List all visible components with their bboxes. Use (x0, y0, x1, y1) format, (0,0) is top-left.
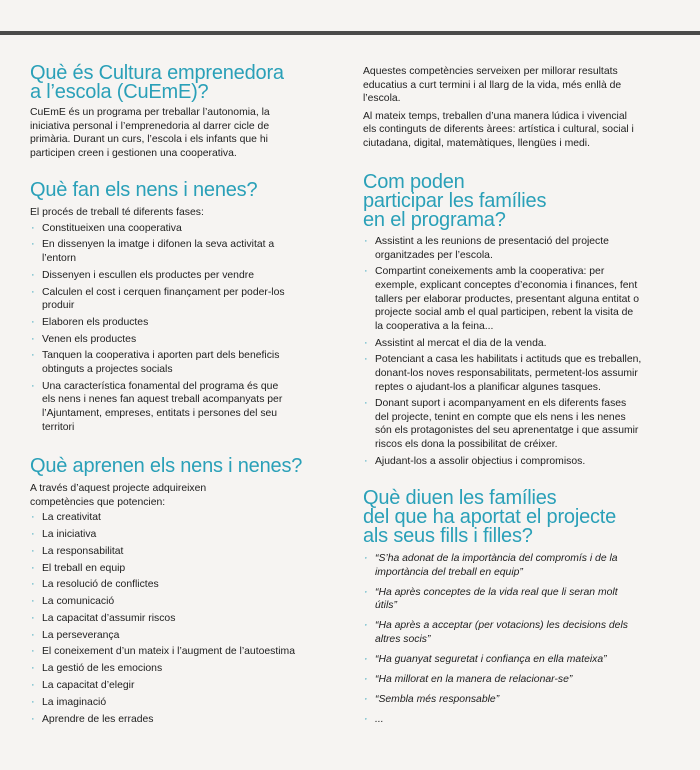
quote-item: · “Ha après conceptes de la vida real que li seran molt útils” (364, 585, 618, 612)
list-item: · Assistint al mercat el dia de la venda. (364, 336, 547, 349)
quote-item: · “Sembla més responsable” (364, 692, 500, 705)
top-divider-line (0, 31, 700, 35)
list-item: · Potenciant a casa les habilitats i actituds que es treballen, donant-los noves responsabilitats, permetent-los assumir reptes o ajudant-los a planificar algunes tasques. (364, 353, 642, 393)
participation-list (363, 235, 673, 468)
quotes-list (363, 552, 673, 726)
section-what-is-cueme (30, 64, 330, 160)
section-title: Com poden participar les famílies en el programa? (363, 171, 547, 231)
list-item: · Ajudant-los a assolir objectius i compromisos. (364, 454, 586, 467)
list-item: · La gestió de les emocions (31, 662, 163, 675)
section-families-participate (363, 173, 673, 472)
list-item: · Tanquen la cooperativa i aporten part dels beneficis obtinguts a projectes socials (31, 349, 280, 376)
list-item: · Venen els productes (31, 332, 137, 345)
paragraph: Aquestes competències serveixen per millorar resultats educatius a curt termini i al llarg de la vida, més enllà de l’escola. (363, 66, 622, 105)
list-item: · La capacitat d’elegir (31, 679, 135, 691)
section-what-children-learn (30, 457, 330, 729)
list-item: · La responsabilitat (31, 544, 124, 557)
section-what-children-do (30, 181, 330, 437)
quote-item: · “S’ha adonat de la importància del compromís i de la importància del treball en equip” (364, 552, 618, 578)
list-item: · La imaginació (31, 695, 107, 708)
list-item: · Assistint a les reunions de presentació del projecte organitzades per l’escola. (364, 235, 609, 261)
list-item: · Calculen el cost i cerquen finançament per poder-los produir (31, 285, 285, 312)
list-item: · Elaboren els productes (31, 315, 149, 328)
section-intro: A través d’aquest projecte adquireixen competències que potencien: (30, 483, 207, 508)
list-item: · El coneixement d’un mateix i l’augment de l’autoestima (31, 645, 295, 658)
list-item: · La creativitat (31, 511, 101, 524)
competences-list (30, 511, 330, 726)
list-item: · La iniciativa (31, 527, 97, 540)
section-title: Què diuen les famílies del que ha aportat el projecte als seus fills i filles? (363, 487, 617, 547)
section-body: CuEmE és un programa per treballar l’autonomia, la iniciativa personal i l’emprenedoria al darrer cicle de primària. Durant un curs, l’escola i els infants que hi participen creen i gestionen una cooperativa. (30, 107, 270, 159)
list-item: · Donant suport i acompanyament en els diferents fases del projecte, tenint en compte que els nens i les nenes són els protagonistes del seu aprenentatge i que assumir riscos els dona la possibilitat de créixer. (364, 397, 639, 451)
list-item: · Compartint coneixements amb la cooperativa: per exemple, explicant conceptes d’economia i finances, fent tallers per elaborar productes, presentant alguna entitat o projecte social amb el qual participen, rebent la visita de la cooperativa a la feina... (364, 265, 639, 332)
list-item: · En dissenyen la imatge i difonen la seva activitat a l’entorn (31, 238, 275, 264)
section-intro: El procés de treball té diferents fases: (30, 207, 204, 218)
list-item: · La resolució de conflictes (31, 578, 159, 591)
section-title: Què aprenen els nens i nenes? (30, 455, 303, 477)
list-item: · La comunicació (31, 595, 115, 608)
quote-item: · ... (364, 712, 384, 725)
list-item: · La capacitat d’assumir riscos (31, 611, 176, 624)
list-item: · Aprendre de les errades (31, 712, 154, 725)
quote-item: · “Ha millorat en la manera de relacionar-se” (364, 672, 573, 685)
section-title: Què fan els nens i nenes? (30, 179, 258, 201)
top-header-bar (0, 0, 700, 40)
competences-intro (363, 63, 673, 151)
quote-item: · “Ha après a acceptar (per votacions) les decisions dels altres socis” (364, 619, 628, 645)
list-item: · El treball en equip (31, 561, 126, 574)
quote-item: · “Ha guanyat seguretat i confiança en ella mateixa” (364, 652, 607, 665)
list-item: · Dissenyen i escullen els productes per vendre (31, 268, 254, 281)
paragraph: Al mateix temps, treballen d’una manera lúdica i vivencial els continguts de diferents àrees: artística i cultural, social i ciutadana, digital, matemàtiques, llengües i medi. (363, 110, 634, 149)
section-title: Què és Cultura emprenedora a l’escola (CuEmE)? (30, 62, 284, 103)
list-item: · Constitueixen una cooperativa (31, 221, 182, 234)
list-item: · Una característica fonamental del programa és que els nens i nenes fan aquest treball acompanyats per l’Ajuntament, empreses, entitats i persones del seu territori (31, 379, 283, 433)
list-item: · La perseverança (31, 628, 120, 641)
section-families-say (363, 489, 673, 733)
phases-list (30, 222, 330, 435)
